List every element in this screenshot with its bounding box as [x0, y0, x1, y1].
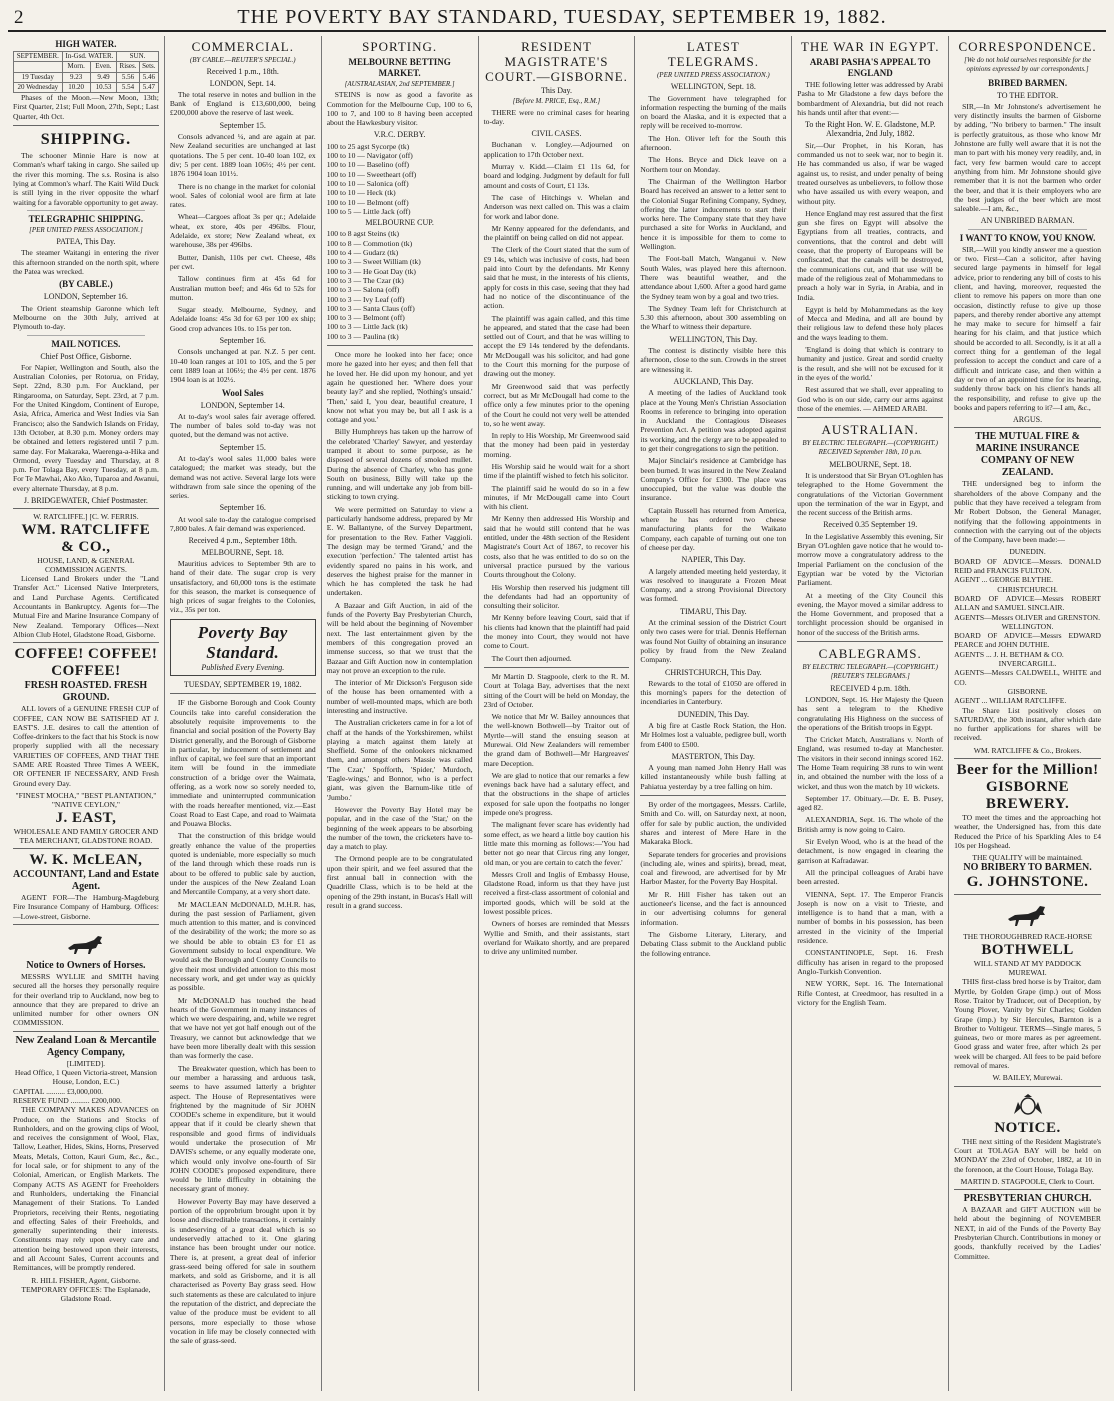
- court-paragraph: His Worship said he would wait for a short time if the plaintiff wished to fetch his solicitor.: [483, 461, 630, 481]
- divider: [484, 667, 630, 668]
- editorial-paragraph: However Poverty Bay may have deserved a portion of the opprobrium brought upon it by loose and discreditable transactions, it certainly is undeserving of a great deal which is so undeservedly attached to it. One glaring instance has been brought under our notice. There is, at present, a great deal of inferior grass-seed being offered for sale in southern markets, and sold as Grisborne, and it is all characterised as Poverty Bay grass seed. How such statements as these are calculated to injure the reputation of the district, and depreciate the value of the produce must be evident to all persons, more especially to those whose vocation in life may be closely connected with the sale of grass-seed.: [169, 1196, 316, 1346]
- news-paragraph: Separate tenders for groceries and provisions (including ale, wines and spirits), bread, meat, coal and firewood, are advertised for by Mr Harbor Master, for the Poverty Bay Hospital.: [640, 849, 787, 887]
- dateline: Received 1 p.m., 18th.: [206, 67, 279, 77]
- news-paragraph: By order of the mortgagees, Messrs. Carlile, Smith and Co. will, on Saturday next, at noon, offer for sale by public auction, the undivided shares and interest of Mere Hare in the Makaraka Block.: [640, 800, 787, 847]
- shipping-heading: SHIPPING.: [40, 131, 132, 149]
- ad-name: J. EAST,: [55, 809, 117, 826]
- dateline: Chief Post Office, Gisborne.: [40, 351, 132, 361]
- court-paragraph: Buchanan v. Longley.—Adjourned on application to 17th October next.: [483, 140, 630, 159]
- cup-list: [327, 229, 473, 341]
- news-paragraph: At the criminal session of the District Court only two cases were for trial. Dennis Heffernan was found Not Guilty of obtaining an insurance policy by fraud from the New Zealand Company.: [640, 618, 787, 665]
- news-paragraph: 'England is doing that which is contrary to humanity and justice. Great and sordid cruelty is the result, and she will not be excused for it in the eyes of the world.': [797, 345, 944, 382]
- news-paragraph: A meeting of the ladies of Auckland took place at the Young Men's Christian Association Rooms in reference to bringing into operation in Auckland the Contagious Diseases Prevention Act. A petition was adopted against its working, and the clergy are to be appealed to to get their congregations to sign the petition.: [640, 388, 787, 453]
- sporting-heading: SPORTING.: [362, 39, 438, 54]
- commercial-text: Consols unchanged at par. N.Z. 5 per cent. 10-40 loan ranges at 101 to 105, and the 5 per cent 1889 loan at 106½; the 4½ per cent. 1876 1904 loan is at 102½.: [169, 347, 316, 385]
- court-paragraph: The Court then adjourned.: [491, 653, 572, 663]
- list-item: 100 to 10 — Salonica (off): [326, 178, 409, 188]
- list-item: 100 to 10 — Navigator (off): [326, 151, 413, 161]
- list-item: 100 to 3 — Paulina (tk): [326, 331, 399, 341]
- ad-reserve: RESERVE FUND .......... £200,000.: [13, 1095, 122, 1105]
- list-item: 100 to 3 — Santa Claus (off): [326, 303, 415, 313]
- branch-city: GISBORNE.: [1007, 686, 1048, 696]
- court-paragraph: In reply to His Worship, Mr Greenwood said that the money had been paid in yesterday morning.: [483, 431, 630, 459]
- ad-temp-office: TEMPORARY OFFICES: The Esplanade, Gladstone Road.: [21, 1284, 151, 1304]
- branch-board: AGENT ... WILLIAM RATCLIFFE.: [954, 696, 1067, 706]
- dateline: September 15.: [219, 442, 266, 452]
- column-2: [165, 36, 322, 1391]
- list-item: 100 to 3 — The Czar (tk): [326, 275, 404, 285]
- list-item: 100 to 3 — He Goat Day (tk): [326, 266, 416, 276]
- tide-title: HIGH WATER.: [55, 39, 117, 49]
- notice-ad: [954, 1086, 1101, 1186]
- cup-heading: MELBOURNE CUP.: [365, 218, 434, 228]
- wool-text: At to-day's wool sales 11,000 bales were catalogued; the market was steady, but the demand was not active. Several large lots were withdrawn from sale since the opening of the series.: [169, 453, 316, 501]
- mail-text: For Napier, Wellington and South, also the Australian Colonies, per Rotorua, on Friday, Sept. 22nd, 8.30 p.m. For Auckland, per Ringarooma, on Saturday, Sept. 23rd, at 7 p.m. For the United Kingdom, Continent of Europe, Asia, Africa, America and West Indies via San Francisco; also the Sandwich Islands on Friday, 13th October, at 8.30 p.m. Money orders may be obtained and letters registered until 7 p.m. same day. For Makaraka, Waerenga-a-Hika and Ormond, every Tuesday and Thursday, at 8 p.m. For Tolaga Bay, every Tuesday, at 8 p.m. For Te Mawhai, Ako Ako, Tuparoa and Awanui, every alternate Thursday, at 8 p.m.: [13, 362, 159, 493]
- court-paragraph: The plaintiff was again called, and this time he appeared, and stated that the case had been settled out of Court, and that he was willing to accept the £9 14s tendered by the defendants. Mr McDougall was his solicitor, and had gone to the Court this morning for the purpose of drawing out the money.: [483, 313, 630, 379]
- dateline: MELBOURNE, Sept. 18.: [201, 547, 284, 557]
- court-paragraph: Mr Kenny then addressed His Worship and said that he would still contend that he was entitled, under the 48th section of the Resident Magistrate's Court Act of 1867, to recover his costs, also that he was entitled to do so on the universal practice pursued by the various Courts throughout the Colony.: [483, 514, 630, 580]
- branch-agent: AGENTS—Messrs OLIVER and GRENSTON.: [954, 612, 1100, 622]
- commercial-heading: COMMERCIAL.: [191, 39, 294, 54]
- ad-title: PRESBYTERIAN CHURCH.: [963, 1193, 1092, 1205]
- ad-subtitle: ACCOUNTANT, Land and Estate Agent.: [13, 869, 159, 893]
- ad-text: Licensed Land Brokers under the "Land Transfer Act." Licensed Native Interpreters, and Land Purchase Agents. Certificated Accountants in Bankruptcy. Agents for—The Mutual Fire and Marine Insurance Company of New Zealand. Temporary Offices—Next Albion Club Hotel, Gladstone Road, Gisborne.: [13, 574, 159, 639]
- shipping-text: The schooner Minnie Hare is now at Comman's wharf taking in cargo. She sailed up the river this morning. The s.s. Rosina is also lying at Common's wharf. The Kaiti Wild Duck is still lying in the river opposite the wharf waiting for a favorable opportunity to get away.: [13, 151, 159, 207]
- court-paragraph: The case of Hitchings v. Whelan and Anderson was next called on. This was a claim for work and labor done.: [483, 192, 630, 221]
- nzloan-ad: [13, 1031, 159, 1304]
- court-before: [Before M. PRICE, Esq., R.M.]: [512, 97, 601, 106]
- paper-subtitle: Published Every Evening.: [201, 662, 285, 672]
- ad-text: THIS first-class bred horse is by Traitor, dam Myrtle, by Golden Grape (imp.) out of Moss Rose. Traitor by Traducer, out of Deception, by Young Plover, Vanity by Sir Charles; Golden Grape (imp.) by Sir Hercules, Barnton is a Brother to Voltigeur. TERMS—Single mares, 5 guineas, two or more mares as per agreement. Good grass and water free, after which 2s per week will be charged. All fees to be paid before removal of mares.: [954, 977, 1101, 1071]
- news-paragraph: THE following letter was addressed by Arabi Pasha to Mr Gladstone a few days before the bombardment of Alexandria, but did not reach his hands until after that event:—: [797, 80, 944, 117]
- court-paragraph: Mr Greenwood said that was perfectly correct, but as Mr McDougall had come to the office only a few minutes prior to the opening of the Court he could not very well be attended to, so he went away.: [483, 381, 630, 428]
- ratcliffe-ad: [13, 508, 159, 639]
- news-paragraph: A young man named John Henry Hall was killed instantaneously while bush falling at Pahiatua yesterday by a tree falling on him.: [640, 763, 787, 791]
- tide-subheader: Even.: [90, 62, 117, 72]
- ad-title: THE MUTUAL FIRE & MARINE INSURANCE COMPANY OF NEW ZEALAND.: [975, 431, 1080, 479]
- ad-text: The Share List positively closes on SATURDAY, the 30th instant, after which date no further applications for shares will be received.: [954, 705, 1101, 743]
- news-paragraph: LONDON, Sept. 16. Her Majesty the Queen has sent a telegram to the Khedive congratulating His Highness on the success of the operations of the British troops in Egypt.: [797, 694, 944, 732]
- dateline: LONDON, September 16.: [43, 292, 128, 302]
- table-row: [14, 82, 159, 92]
- divider: [27, 335, 145, 336]
- letter-heading: BRIBED BARMEN.: [988, 77, 1068, 88]
- list-item: 100 to 3 — Belmont (off): [326, 313, 405, 323]
- dateline: DUNEDIN, This Day.: [677, 709, 750, 719]
- correspondence-disclaimer: [We do not hold ourselves responsible for the opinions expressed by our correspondents.]: [964, 56, 1091, 74]
- horse-icon: [13, 932, 159, 956]
- tide-subheader: Sets.: [139, 62, 158, 72]
- ad-subtitle: GISBORNE BREWERY.: [985, 779, 1070, 812]
- news-paragraph: The Foot-ball Match, Wanganui v. New South Wales, was played here this afternoon. There was beautiful weather, and the attendance about 1,600. After a good hard game the Sydney team won by a goal and two tries.: [640, 254, 787, 301]
- dateline: WELLINGTON, Sept. 18.: [670, 82, 756, 92]
- dateline: September 15.: [219, 120, 266, 130]
- cable-text: The Orient steamship Garonne which left Melbourne on the 30th July, arrived at Plymouth to-day.: [13, 303, 159, 332]
- dateline: RECEIVED 4 p.m. 18th.: [830, 683, 911, 693]
- news-paragraph: The Cricket Match, Australians v. North of England, was resumed to-day at Manchester. The visitors in their second innings scored 162. The Home Team requiring 38 runs to win went in, and obtained the number with the loss of a wicket, and thus won the match by 10 wickets.: [797, 735, 944, 791]
- dateline: CHRISTCHURCH, This Day.: [665, 667, 762, 677]
- divider: [797, 641, 943, 642]
- editorial-date: TUESDAY, SEPTEMBER 19, 1882.: [183, 680, 302, 690]
- news-paragraph: A big fire at Castle Rock Station, the Hon. Mr Holmes lost a valuable, pedigree bull, worth from £400 to £500.: [640, 721, 787, 749]
- dateline: Received 4 p.m., September 18th.: [188, 536, 297, 546]
- news-paragraph: Owners of horses are reminded that Messrs Wyllie and Smith, and their assistants, start overland for Waikato shortly, and are prepared to drive any unlimited number.: [483, 919, 630, 957]
- ad-text: MESSRS WYLLIE and SMITH having secured all the horses they personally require for their overland trip to Auckland, now beg to announce that they are prepared to drive an unlimited number for other owners ON COMMISSION.: [13, 972, 159, 1028]
- tide-cell: 5.56: [117, 72, 140, 82]
- telegrams-byline: (PER UNITED PRESS ASSOCIATION.): [656, 71, 770, 79]
- ad-signature: G. JOHNSTONE.: [966, 874, 1089, 891]
- betting-byline: [AUSTRALASIAN, 2nd SEPTEMBER.]: [344, 80, 455, 88]
- ad-agent: R. HILL FISHER, Agent, Gisborne.: [31, 1275, 141, 1285]
- news-paragraph: September 17. Obituary.—Dr. E. B. Pusey, aged 82.: [797, 793, 944, 813]
- war-subheading: ARABI PASHA'S APPEAL TO ENGLAND: [809, 57, 931, 78]
- commercial-text: There is no change in the market for colonial wool. Sales of colonial wool are firm at late rates.: [169, 181, 316, 210]
- news-paragraph: All the principal colleagues of Arabi have been arrested.: [797, 867, 944, 887]
- letter-to: TO THE EDITOR.: [997, 90, 1059, 100]
- horse-ad: [13, 924, 159, 1028]
- dateline: To the Right Hon. W. E. Gladstone, M.P. Alexandria, 2nd July, 1882.: [805, 120, 936, 139]
- divider: [27, 210, 145, 211]
- dateline: This Day.: [540, 86, 572, 95]
- tide-cell: 5.54: [117, 82, 140, 92]
- sporting-text: STEINS is now as good a favorite as Commotion for the Melbourne Cup, 100 to 6, 100 to 7, and 100 to 8 having been accepted about the Hawkesbury visitor.: [326, 90, 473, 128]
- tide-cell: 5.46: [139, 72, 158, 82]
- branch-agent: AGENTS ... J. H. BETHAM & CO.: [954, 649, 1064, 659]
- editorial-paragraph: Mr McDONALD has touched the head hearts of the Government in many instances of which we were despairing, and, while we regret that we have not yet got half enough out of the Treasury, we cannot but acknowledge that we have been more liberally dealt with this session than was formerly the case.: [169, 995, 316, 1061]
- news-paragraph: The Australian cricketers came in for a lot of chaff at the hands of the Yorkshiremen, whilst playing a match against them lately at Sheffield. Some of the onlookers nicknamed them, and amongst others Massie was called 'The Czar,' Spofforth, 'Spider,' Murdoch, 'Eagle-wings,' and Bonnor, who is a perfect giant, was given the Barnum-like title of 'Jumbo.': [326, 718, 473, 802]
- list-item: 100 to 8 agst Steins (tk): [326, 229, 400, 239]
- commercial-text: Tallow continues firm at 45s 6d for Australian mutton beef; and 46s 6d to 52s for mutton.: [169, 274, 316, 302]
- cablegrams-heading: CABLEGRAMS.: [818, 646, 922, 662]
- letter-text: SIR,—In Mr Johnstone's advertisement he very distinctly insults the barmen of Gisborne by adding, "No bribery to barmen." The insult is perfectly gratuitous, as those who know Mr Johnstone are fully well aware that it is not the man to part with his money very readily, and, in fact, very few barmen would care to accept anything from him. Mr Johnstone should give remember that it is not the barmen who order the beer, and that it is their employers who are the best judges of the beer which are most saleable.—I am, &c.,: [954, 101, 1101, 214]
- news-paragraph: Billy Humphreys has taken up the harrow of the celebrated 'Charley' Sawyer, and yesterday tramped it about to some purpose, as he disposed of several dozens of smoked mullet. During the absence of Charley, who has gone South on business, Billy will take up the running, and will undertake any job from bill-sticking to town crying.: [326, 427, 473, 502]
- ad-title: New Zealand Loan & Mercantile Agency Company,: [15, 1034, 157, 1058]
- telegraphic-text: The steamer Waitangi in entering the river this afternoon stranded on the north spit, where the Patea was wrecked.: [13, 248, 159, 277]
- commercial-text: Mauritius advices to September 9th are to hand of their date. The sugar crop is very unsatisfactory, and 60,000 tons is the estimate for this season, the market is consequence of high prices of sugar freights to the Colonies, viz., 35s per ton.: [169, 558, 316, 615]
- tide-cell: 9.49: [90, 72, 117, 82]
- coffee-ad: [13, 642, 159, 845]
- commercial-text: Sugar steady. Melbourne, Sydney, and Adelaide loans: 45s 3d for 63 per 100 ex ship; Good crop advances 10s. to 15s per ton.: [169, 305, 316, 333]
- commercial-text: Consols advanced ¼, and are again at par. New Zealand securities are unchanged at last quotations. The 5 per cent. 10-40 loan 102, ex div; 5 per cent. 1889 loan 106½; 4½ per cent. 1876 1904 loan 101½.: [169, 132, 316, 179]
- ad-text: A BAZAAR and GIFT AUCTION will be held about the beginning of NOVEMBER NEXT, in aid of the Funds of the Poverty Bay Presbyterian Church. Contributions in money or goods, thankfully received by the Ladies' Committee.: [954, 1205, 1101, 1261]
- news-paragraph: A largely attended meeting held yesterday, it was resolved to inaugurate a Frozen Meat Company, and a strong Provisional Directory was formed.: [640, 566, 787, 604]
- australian-byline: BY ELECTRIC TELEGRAPH.—(COPYRIGHT.) RECEIVED September 18th, 10 p.m.: [802, 439, 939, 457]
- tide-cell: 5.47: [139, 82, 158, 92]
- column-7: [949, 36, 1106, 1391]
- paper-banner: [170, 619, 316, 676]
- news-paragraph: However the Poverty Bay Hotel may be popular, and in the case of the 'Star,' on the beginning of the week appears to be absorbing the number of the town, the cricketers have to-day a match to play.: [326, 804, 473, 852]
- commercial-text: Butter, Danish, 110s per cwt. Cheese, 48s per cwt.: [169, 252, 316, 271]
- news-paragraph: The interior of Mr Dickson's Ferguson side of the house has been ornamented with a number of well-mounted maps, which are both interesting and instructive.: [326, 678, 473, 715]
- court-paragraph: THERE were no criminal cases for hearing to-day.: [483, 107, 630, 126]
- news-paragraph: Egypt is held by Mohammedans as the key of Mecca and Medina, and all are bound by their religious law to defend these holy places and the ways leading to them.: [797, 304, 944, 342]
- church-ad: [954, 1189, 1101, 1261]
- ad-text: THE COMPANY MAKES ADVANCES on Produce, on the Stations and Stocks of Runholders, and on the growing clips of Wool, and receives the consignment of Wool, Flax, Tallow, Leather, Hides, Skins, Horns, Preserved Meats, Metals, Cotton, Kauri Gum, &c., &c., for local sale, or for shipment to any of the Colonial, American, or English Markets. The Company ACTS AS AGENT for Freeholders and Runholders, undertaking the Financial Management of their Stations. To Landed Proprietors, receiving their Rents, negotiating and effecting Sales of their Freeholds, and generally superintending their interests. Constituents may rely upon every care and attention being bestowed upon their interests, and all Account Sales, Current accounts and Remittances, will be promptly rendered.: [13, 1105, 159, 1273]
- news-paragraph: Hence England may rest assured that the first gun she fires on Egypt will absolve the Egyptians from all treaties, contracts, and conventions, that the control and debt will cease, that the property of Europeans will be confiscated, that the canals will be destroyed, the communications cut, and that use will be made of the religious zeal of Mohammedans to preach a holy war in Syria, in Arabia, and in India.: [797, 208, 944, 302]
- dateline: September 16.: [219, 336, 266, 346]
- branch-list: [954, 547, 1101, 705]
- tide-header: In-Gsd. WATER.: [62, 52, 117, 62]
- news-paragraph: Sir,—Our Prophet, in his Koran, has commanded us not to seek war, nor to begin it. He has commanded us also, if war be waged against us, to resist, and under penalty of being treated ourselves as unbelievers, to follow those who have assailed us with every weapon, and without pity.: [797, 140, 944, 206]
- derby-list: [327, 142, 473, 216]
- column-4: [479, 36, 636, 1391]
- ad-signature: MARTIN D. STAGPOOLE, Clerk to Court.: [960, 1176, 1095, 1186]
- ad-title: NOTICE.: [994, 1119, 1061, 1136]
- ad-text: THE QUALITY will be maintained.: [972, 853, 1083, 863]
- telegraphic-heading: TELEGRAPHIC SHIPPING.: [28, 213, 144, 224]
- wool-heading: Wool Sales: [221, 387, 264, 398]
- dateline: TIMARU, This Day.: [680, 606, 747, 616]
- ad-supertitle: THE THOROUGHBRED RACE-HORSE: [963, 932, 1093, 942]
- tide-cell: 10.53: [90, 82, 117, 92]
- derby-heading: V.R.C. DERBY.: [373, 130, 426, 140]
- news-paragraph: Sir Evelyn Wood, who is at the head of the detachment, is now engaged in clearing the garrison at Kafradawar.: [797, 837, 944, 865]
- columns: [8, 36, 1106, 1391]
- column-5: [635, 36, 792, 1391]
- dateline: WELLINGTON, This Day.: [669, 334, 758, 344]
- ad-capital: CAPITAL .......... £3,000,000.: [13, 1086, 104, 1096]
- war-heading: THE WAR IN EGYPT.: [800, 39, 940, 54]
- commercial-text: The total reserve in notes and bullion in the Bank of England is £13,600,000, being £200,000 above the reserve of last week.: [169, 89, 316, 118]
- court-paragraph: Mr Kenny before leaving Court, said that if his clients had known that the plaintiff had paid the money into Court, they would not have come to Court.: [483, 613, 630, 651]
- section-heading: CIVIL CASES.: [531, 129, 582, 139]
- list-item: 100 to 3 — Ivy Leaf (off): [326, 294, 405, 304]
- royal-arms-icon: [954, 1094, 1101, 1116]
- court-heading: RESIDENT MAGISTRATE'S COURT.—GISBORNE.: [485, 39, 628, 84]
- ad-subtitle: [LIMITED].: [66, 1058, 105, 1068]
- news-paragraph: Mr Martin D. Stagpoole, clerk to the R. M. Court at Tolaga Bay, advertises that the next sitting of the Court will be held on Monday, the 23rd of October.: [483, 671, 630, 709]
- dateline: Received 0.35 September 19.: [823, 520, 918, 530]
- wool-text: At to-day's wool sales fair average offered. The number of bales sold to-day was not quoted, but the demand was not active.: [169, 411, 316, 440]
- list-item: 100 to 10 — Baselino (off): [326, 160, 410, 170]
- ad-text: AGENT FOR—The Hamburg-Magdeburg Fire Insurance Company of Hamburg. Offices:—Lowe-street, Gisborne.: [13, 893, 159, 921]
- divider: [968, 229, 1087, 230]
- news-paragraph: Mr R. Hill Fisher has taken out an auctioneer's license, and the fact is announced in our advertising columns for general information.: [640, 889, 787, 927]
- betting-heading: MELBOURNE BETTING MARKET.: [348, 57, 451, 78]
- list-item: 100 to 25 agst Sycorpe (tk): [326, 141, 410, 151]
- court-paragraph: Murray v. Kidd.—Claim £1 11s 6d, for board and lodging. Judgment by default for full amount and costs of Court, £1 13s.: [483, 162, 630, 190]
- tide-cell: 9.23: [62, 72, 90, 82]
- branch-board: BOARD OF ADVICE—Messrs ROBERT ALLAN and SAMUEL SINCLAIR.: [954, 593, 1101, 613]
- tide-header-row: [14, 52, 159, 62]
- news-paragraph: Once more he looked into her face; once more he gazed into her eyes; and then fell that he loved her. He did upon my honour, and yet again he questioned her. 'Where does your beauty lay?' and she replied, 'Nothing's unsaid.' 'Then,' said I, 'you dear, beautiful creature, I know not what you may be, but all I ask is a cottage and you.': [326, 350, 473, 425]
- ad-text: ALL lovers of a GENUINE FRESH CUP of COFFEE, CAN NOW BE SATISFIED AT J. EAST'S. J.E. desires to call the attention of Coffee-drinkers to the fact that his Stock is now properly supplied with all the necessary VARIETIES OF COFFEES, AND THAT THE SAME ARE Roasted Three Times A WEEK, OR OFTENER IF NECESSARY, AND Fresh Ground every Day.: [13, 704, 159, 788]
- correspondence-heading: CORRESPONDENCE.: [958, 39, 1097, 54]
- court-paragraph: The plaintiff said he would do so in a few minutes, if Mr McDougall came into Court with his client.: [483, 483, 630, 512]
- australian-heading: AUSTRALIAN.: [821, 422, 919, 438]
- news-paragraph: It is understood that Sir Bryan O'Loghlen has telegraphed to the Home Government the congratulations of the Victorian Government upon the termination of the war in Egypt, and the recent success of the British arms.: [797, 470, 944, 518]
- list-item: 100 to 8 — Commotion (tk): [326, 238, 413, 248]
- moon-phases: Phases of the Moon.—New Moon, 13th; First Quarter, 21st; Full Moon, 27th, Sept.; Last Quarter, 4th Oct.: [13, 93, 159, 121]
- news-paragraph: The Hons. Bryce and Dick leave on a Northern tour on Monday.: [640, 155, 787, 174]
- editorial-paragraph: IF the Gisborne Borough and Cook County Councils take into careful consideration the absolutely requisite improvements to the financial and social position of the Poverty Bay District generally, and the Borough of Gisborne in particular, by inducement of settlement and influx of capital, we feel sure that an important item will be found in the immediate construction of a bridge over the Waimata, offering, as a work now so sorely needed to, immediate and uninterrupted communication with the roads hereafter mentioned, viz.—East Coast Road to East Cape, and road to Waimata and Pouawa Blocks.: [169, 698, 316, 829]
- news-paragraph: In the Legislative Assembly this evening, Sir Bryan O'Loghlen gave notice that he would to-morrow move a congratulatory address to the Imperial Parliament on the conclusion of the Egyptian war be voted by the Victorian Parliament.: [797, 531, 944, 588]
- letter-signature: ARGUS.: [1013, 415, 1043, 425]
- news-paragraph: NEW YORK, Sept. 16. The International Rifle Contest, at Creedmoor, has resulted in a victory for the English Team.: [797, 979, 944, 1007]
- ad-text: THE undersigned beg to inform the shareholders of the above Company and the public that they have received a telegram from Mr Robert Dobson, the General Manager, notifying that the following appointments in connection with the carrying out of the objects of the Company, have been made:—: [954, 479, 1101, 545]
- ad-text: NO BRIBERY TO BARMEN.: [963, 862, 1092, 874]
- news-paragraph: ALEXANDRIA, Sept. 16. The whole of the British army is now going to Cairo.: [797, 815, 944, 834]
- court-paragraph: The Clerk of the Court stated that the sum of £9 14s, which was inclusive of costs, had been paid into Court by the defendants. Mr Kenny said that he must, in the interests of his clients, apply for costs in this case, seeing that they had had no notice of the discontinuance of the action.: [483, 245, 630, 311]
- branch-board: BOARD OF ADVICE—Messrs. DONALD REID and FRANCIS FULTON.: [954, 556, 1101, 576]
- cablegrams-byline: BY ELECTRIC TELEGRAPH.—(COPYRIGHT.) [REUTER'S TELEGRAMS.]: [802, 663, 939, 681]
- mail-heading: MAIL NOTICES.: [51, 338, 121, 349]
- dateline: September 16.: [219, 503, 266, 513]
- tide-header: SUN.: [117, 52, 159, 62]
- dateline: NAPIER, This Day.: [681, 555, 746, 565]
- ad-names: W. RATCLIFFE.] [C. W. FERRIS.: [33, 512, 139, 522]
- list-item: 100 to 3 — Salona (off): [326, 285, 400, 295]
- ad-title: COFFEE! COFFEE! COFFEE!: [14, 646, 158, 680]
- ad-text: THE next sitting of the Resident Magistrate's Court at TOLAGA BAY will be held on MONDAY the 23rd of October, 1882, at 10 in the forenoon, at the Court House, Tolaga Bay.: [954, 1136, 1101, 1174]
- news-paragraph: We were permitted on Saturday to view a particularly handsome address, prepared by Mr E. W. Ballantyne, of the Survey Department, for presentation to the Rev. Father Vaggioli. The design may be termed 'Grand,' and the execution 'perfection.' The talented artist has evidently spared no pains in his work, and deserves the highest praise for the manner in which he has completed the task he had undertaken.: [326, 504, 473, 598]
- branch-board: AGENTS—Messrs CALDWELL, WHITE and CO.: [954, 668, 1101, 687]
- dateline: MELBOURNE, Sept. 18.: [829, 459, 912, 469]
- tide-header: SEPTEMBER.: [14, 52, 63, 62]
- branch-city: INVERCARGILL.: [998, 659, 1057, 669]
- divider: [640, 795, 786, 796]
- news-paragraph: Major Sinclair's residence at Cambridge has been burned. It was insured in the New Zealand Company's Office for £300. The place was unoccupied, but the value was double the insurance.: [640, 456, 787, 503]
- tide-subheader: Rises.: [117, 62, 140, 72]
- mutual-ad: [954, 427, 1101, 755]
- news-paragraph: The Gisborne Literary, Literary, and Debating Class submit to the Auckland public the following entrance.: [640, 929, 787, 958]
- paper-name: Poverty Bay Standard.: [197, 622, 288, 662]
- branch-city: CHRISTCHURCH.: [997, 584, 1058, 594]
- news-paragraph: Rewards to the total of £1050 are offered in this morning's papers for the detection of incendiaries in Canterbury.: [640, 678, 787, 707]
- horse-icon: [954, 902, 1101, 928]
- news-paragraph: The contest is distinctly visible here this afternoon, close to the sun. Crowds in the street are witnessing it.: [640, 346, 787, 374]
- news-paragraph: The Sydney Team left for Christchurch at 5.30 this afternoon, about 300 assembling on the Wharf to witness their departure.: [640, 303, 787, 332]
- dateline: MASTERTON, This Day.: [671, 751, 755, 761]
- tide-cell: 19 Tuesday: [14, 72, 63, 82]
- news-paragraph: The Hon. Oliver left for the South this afternoon.: [640, 133, 787, 153]
- editorial-paragraph: Mr MACLEAN McDONALD, M.H.R. has, during the past session of Parliament, given much attention to this matter, and is convinced of the desirability of the work; the more so as we should be able to obtain £3 for £1 as Government subsidy to local expenditure. We would ask the Borough and County Councils to give their most undivided attention to this most necessary work, and get under way as quickly as possible.: [169, 899, 316, 993]
- column-6: [792, 36, 949, 1391]
- news-paragraph: The Chairman of the Wellington Harbor Board has received an answer to a letter sent to the Colonial Sugar Refining Company, Sydney, offering the latter inducements to start their works here. The Company state that they have purchased a site for Works in Auckland, and hence it is impossible for them to come to Wellington.: [640, 176, 787, 252]
- news-paragraph: We notice that Mr W. Bailey announces that the well-known Bothwell—by Traitor out of Myrtle—will stand the ensuing season at Murewai. Old New Zealanders will remember the grand dam of Bothwell—Mr Hargreaves' mare Deception.: [483, 712, 630, 768]
- branch-city: WELLINGTON.: [1001, 621, 1054, 631]
- list-item: 100 to 10 — Belmont (off): [326, 197, 409, 207]
- bothwell-ad: [954, 894, 1101, 1082]
- court-paragraph: His Worship then reserved his judgment till the defendants had had an opportunity of consulting their solicitor.: [483, 582, 630, 611]
- news-paragraph: The Ormond people are to be congratulated upon their spirit, and we feel assured that the first annual ball in connection with the Quadrille Class, which is to be held at the opening of the 29th instant, in Bucas's Hall will result in a grand success.: [326, 854, 473, 910]
- divider: [797, 417, 943, 418]
- ad-signature: W. BAILEY, Murewai.: [992, 1073, 1063, 1083]
- page-title: THE POVERTY BAY STANDARD, TUESDAY, SEPTEMBER 19, 1882.: [237, 6, 887, 28]
- page-number: 2: [14, 7, 24, 28]
- news-paragraph: Rest assured that we shall, ever appealing to God who is on our side, carry our arms against those of the enemies. — AHMED ARABI.: [797, 385, 944, 413]
- letter-heading: I WANT TO KNOW, YOU KNOW.: [959, 232, 1096, 243]
- letter-signature: AN UNBRIBED BARMAN.: [980, 216, 1075, 226]
- column-3: [322, 36, 479, 1391]
- news-paragraph: VIENNA, Sept. 17. The Emperor Francis Joseph is now on a visit to Trieste, and intelligence is to hand that a man, with a number of bombs in his possession, has been arrested in the vicinity of the Imperial residence.: [797, 889, 944, 946]
- list-item: 100 to 10 — Heck (tk): [326, 188, 396, 198]
- branch-city: DUNEDIN.: [1009, 547, 1046, 557]
- ad-text: TO meet the times and the approaching hot weather, the Undersigned has, from this date Reduced the Price of his Sparkling Ales to £4 10s per Hogshead.: [954, 813, 1101, 850]
- ad-title: BOTHWELL: [981, 941, 1074, 958]
- ad-title: WM. RATCLIFFE & CO.,: [21, 521, 151, 555]
- ad-name: W. K. McLEAN,: [29, 852, 143, 869]
- court-paragraph: Mr Kenny appeared for the defendants, and the plaintiff on being called on did not appear.: [483, 223, 630, 243]
- news-paragraph: Captain Russell has returned from America, where he has ordered two cheese manufacturing plants for the Waikato Company, each capable of turning out one ton of cheese per day.: [640, 505, 787, 552]
- list-item: 100 to 5 — Little Jack (off): [326, 206, 411, 216]
- ad-subtitle: FRESH ROASTED. FRESH GROUND.: [24, 680, 148, 704]
- news-paragraph: We are glad to notice that our remarks a few evenings back have had a salutary effect, and that the obstructions in the shape of articles exposed for sale upon the footpaths no longer impede one's progress.: [483, 770, 630, 818]
- tide-cell: 20 Wednesday: [14, 82, 63, 92]
- mail-signature: J. BRIDGEWATER, Chief Postmaster.: [23, 495, 148, 505]
- list-item: 100 to 3 — Sweet William (tk): [326, 257, 421, 267]
- news-paragraph: CONSTANTINOPLE, Sept. 16. Fresh difficulty has arisen in regard to the proposed Anglo-Turkish Convention.: [797, 948, 944, 976]
- list-item: 100 to 3 — Little Jack (tk): [326, 322, 408, 332]
- editorial-paragraph: The Breakwater question, which has been to our member a harassing and arduous task, seems to have assumed latterly a brighter aspect. The House of Representatives were frightened by the magnitude of Sir JOHN COODE's scheme in expenditure, but it would appear that if it could be clearly shewn that responsible and good firms of individuals would undertake the prosecution of Mr DAVIS's scheme, or any equally moderate one, which would only involve one-fourth of Sir JOHN COODE's proposed expenditure, there would be little difficulty in obtaining the necessary grant of money.: [169, 1063, 316, 1194]
- tide-subheader-row: [14, 62, 159, 72]
- commercial-text: Wheat—Cargoes afloat 3s per qr.; Adelaide wheat, ex store, 40s per 496lbs. Flour, Adelaide, ex store; New Zealand wheat, ex warehouse, 38s per 496lbs.: [169, 212, 316, 250]
- news-paragraph: The Government have telegraphed for information respecting the burning of the mails on board the Alaska, and it is expected that a reply will be received to-morrow.: [640, 93, 787, 131]
- tide-cell: 10.20: [62, 82, 90, 92]
- ad-signature: WM. RATCLIFFE & Co., Brokers.: [973, 745, 1082, 755]
- list-item: 100 to 10 — Sweetheart (off): [326, 169, 417, 179]
- news-paragraph: Messrs Croll and Inglis of Embassy House, Gladstone Road, inform us that they have just received a first-class assortment of colonial and imported goods, which will be sold at the lowest possible prices.: [483, 869, 630, 917]
- column-1: [8, 36, 165, 1391]
- ad-subtitle: WILL STAND AT MY PADDOCK MUREWAI.: [973, 958, 1082, 978]
- list-item: 100 to 4 — Gudarz (tk): [326, 248, 399, 258]
- telegrams-heading: LATEST TELEGRAMS.: [667, 39, 759, 69]
- dateline: AUCKLAND, This Day.: [673, 376, 754, 386]
- branch-board: BOARD OF ADVICE—Messrs EDWARD PEARCE and JOHN DUTHIE.: [954, 631, 1101, 650]
- ad-title: Notice to Owners of Horses.: [26, 960, 146, 971]
- ad-brands: "FINEST MOCHA," "BEST PLANTATION," "NATIVE CEYLON,": [15, 790, 157, 810]
- dateline: LONDON, Sept. 14.: [209, 78, 276, 88]
- tide-subheader: Morn.: [62, 62, 90, 72]
- news-paragraph: A Bazaar and Gift Auction, in aid of the funds of the Poverty Bay Presbyterian Church, will be held about the beginning of November next. The last entertainment given by the members of this congregation proved an immense success, so that we trust that the Bazaar and Gift Auction now in contemplation may not prove an exception to the rule.: [326, 600, 473, 675]
- masthead: [8, 6, 1106, 32]
- table-row: [14, 72, 159, 82]
- commercial-byline: (BY CABLE.—REUTER'S SPECIAL.): [189, 56, 296, 64]
- divider: [170, 693, 316, 694]
- divider: [327, 345, 473, 346]
- branch-agent: AGENT ... GEORGE BLYTHE.: [954, 575, 1054, 585]
- telegraphic-byline: [PER UNITED PRESS ASSOCIATION.]: [29, 225, 143, 234]
- editorial-paragraph: That the construction of this bridge would greatly enhance the value of the properties quoted is undeniable, more especially so much of the land through which these roads run is about to be offered to public sale by auction, under the auspices of the New Zealand Loan and Mercantile Company, at a very short date.: [169, 831, 316, 897]
- wool-text: At wool sale to-day the catalogue comprised 7,800 bales. A fair demand was experienced.: [169, 514, 316, 534]
- ad-office: Head Office, 1 Queen Victoria-street, Mansion House, London, E.C.): [14, 1068, 157, 1087]
- ad-title: Beer for the Million!: [956, 762, 1099, 778]
- cable-heading: (BY CABLE.): [59, 279, 113, 290]
- news-paragraph: The malignant fever scare has evidently had some effect, as we heard a little boy caution his little mate this morning as follows:—'You had better not go near that Circus ring any longer, old man, or you are certain to catch the fever.': [483, 820, 630, 867]
- brewery-ad: [954, 758, 1101, 891]
- dateline: PATEA, This Day.: [56, 237, 116, 247]
- mclean-ad: [13, 848, 159, 921]
- dateline: LONDON, September 14.: [200, 400, 285, 410]
- tide-subheader: [14, 62, 63, 72]
- news-paragraph: At a meeting of the City Council this evening, the Mayor moved a similar address to the Home Government, and proposed that a torchlight procession should be organised in honor of the success of the British arms.: [797, 590, 944, 637]
- divider: [13, 125, 159, 126]
- letter-text: SIR,—Will you kindly answer me a question or two. First—Can a solicitor, after having secured large payments in himself for legal advice, prior to rendering any bill of costs to his client, and having, moreover, requested the client to remove his papers on more than one occasion, distinctly refuse to give up those papers, and thereby render abortive any attempt he may make to secure for himself a fair hearing for his claim, and that justice which should be accorded to all. Secondly, is it at all a correct thing for a gentleman of the legal profession to accept the conduct and care of a difficult and intricate case, and then within a day or two of an appointed time for its hearing, suddenly throw back on his client's hands all the responsibility, and refuse to give up the books and papers referring to it?—I am, &c.,: [954, 244, 1101, 412]
- ad-subtitle: WHOLESALE AND FAMILY GROCER AND TEA MERCHANT, GLADSTONE ROAD.: [13, 826, 159, 845]
- ad-subtitle: HOUSE, LAND, & GENERAL COMMISSION AGENTS.: [37, 555, 135, 574]
- tide-table: [13, 51, 159, 93]
